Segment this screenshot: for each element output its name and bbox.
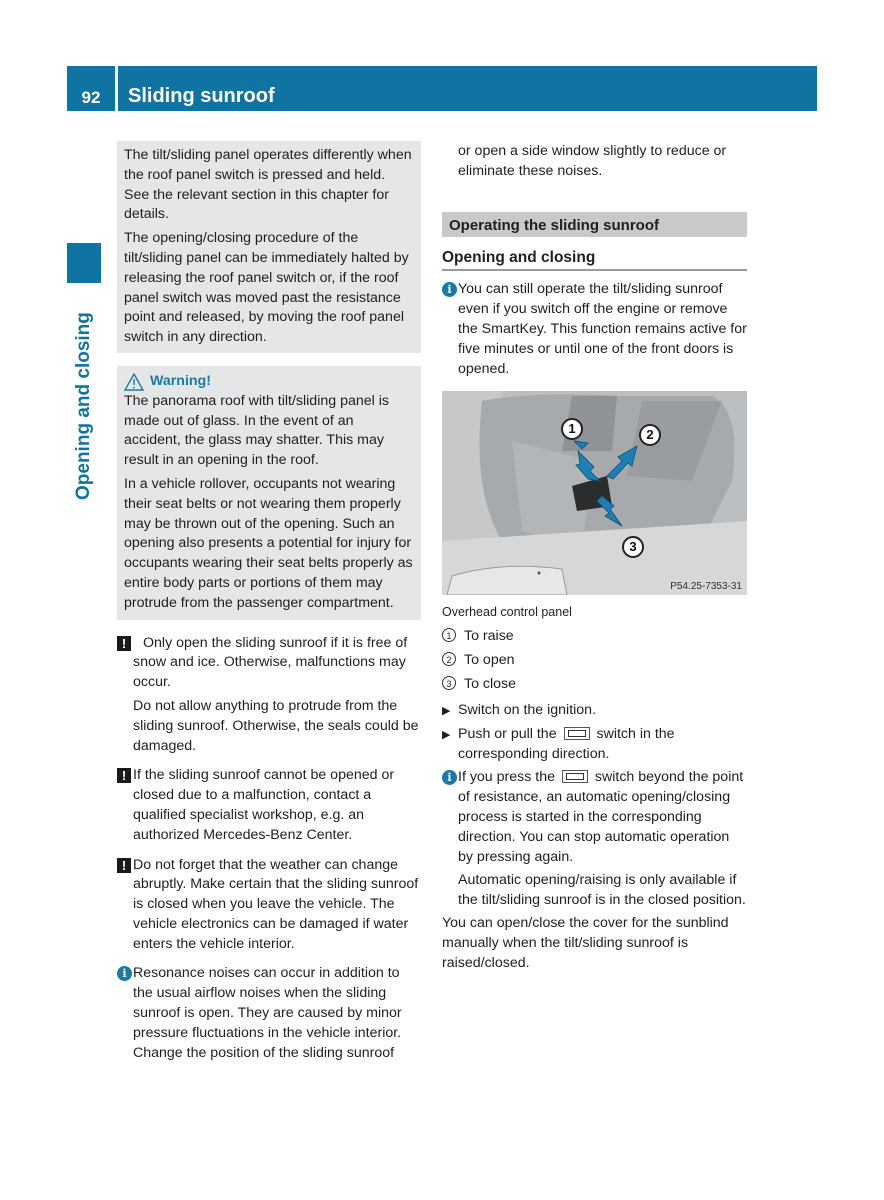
- note-paragraph: Do not allow anything to protrude from the sliding sunroof. Otherwise, the seals could be damaged.: [133, 697, 419, 754]
- closing-paragraph: You can open/close the cover for the sunblind manually when the tilt/sliding sunroof is raised/closed.: [442, 914, 729, 971]
- step-arrow-icon: ▶: [442, 728, 451, 741]
- note-paragraph: [458, 768, 747, 867]
- legend-number: 3: [442, 676, 456, 690]
- legend-text: To close: [464, 676, 517, 692]
- left-column: [117, 141, 421, 1063]
- page-number: 92: [67, 66, 115, 111]
- instruction-step: [442, 725, 747, 765]
- figure-caption: Overhead control panel: [442, 605, 572, 619]
- roof-switch-symbol-icon: [564, 727, 590, 740]
- legend-number: 2: [442, 652, 456, 666]
- section-heading: Operating the sliding sunroof: [442, 212, 747, 237]
- roof-switch-symbol-icon: [562, 770, 588, 783]
- note-paragraph: You can still operate the tilt/sliding sunroof even if you switch off the engine or remove the SmartKey. This function remains active for five minutes or until one of the front doors is opened.: [458, 281, 747, 377]
- info-icon: i: [442, 282, 457, 297]
- overhead-control-panel-figure: [442, 391, 747, 595]
- step-text: Switch on the ignition.: [458, 702, 597, 718]
- caution-note: [117, 766, 421, 845]
- legend-text: To open: [464, 652, 515, 668]
- warning-triangle-icon: [124, 373, 144, 391]
- legend: [442, 624, 747, 696]
- info-note: [442, 768, 747, 911]
- warning-heading: [124, 372, 414, 392]
- step-text-after: switch in the corresponding direction.: [458, 725, 675, 762]
- legend-item: [442, 648, 747, 672]
- legend-number: 1: [442, 628, 456, 642]
- note-paragraph: Resonance noises can occur in addition to the usual airflow noises when the sliding sunroof is open. They are caused by minor pressure fluctuations in the vehicle interior. Change the position of the sliding sunroof: [133, 965, 402, 1061]
- legend-item: [442, 624, 747, 648]
- step-text-before: Push or pull the: [458, 725, 557, 742]
- note-text-before: If you press the: [458, 769, 555, 786]
- warning-box: [117, 366, 421, 620]
- legend-item: [442, 672, 747, 696]
- caution-note: [117, 634, 421, 757]
- note-paragraph: Do not forget that the weather can change abruptly. Make certain that the sliding sunroof is closed when you leave the vehicle. The vehicle electronics can be damaged if water enters the vehicle interior.: [133, 856, 419, 952]
- instruction-step: [442, 701, 747, 721]
- warning-paragraph: The panorama roof with tilt/sliding panel is made out of glass. In the event of an accident, the glass may shatter. This may result in an opening in the roof.: [124, 392, 389, 469]
- figure-code: P54.25-7353-31: [670, 581, 742, 592]
- step-text: [458, 725, 747, 765]
- info-icon: i: [442, 770, 457, 785]
- subheading: Opening and closing: [442, 248, 747, 272]
- info-note: [442, 280, 747, 379]
- chapter-label: Opening and closing: [73, 312, 94, 500]
- chapter-tab-marker: [67, 243, 101, 283]
- info-box-paragraph: The opening/closing procedure of the tilt/sliding panel can be immediately halted by releasing the roof panel switch or, if the roof panel switch was moved past the resistance point and released, by moving the roof panel switch in any direction.: [124, 230, 409, 346]
- note-paragraph: Automatic opening/raising is only available if the tilt/sliding sunroof is in the closed position.: [458, 872, 746, 909]
- callout-2: 2: [639, 424, 661, 446]
- note-paragraph: Only open the sliding sunroof if it is free of snow and ice. Otherwise, malfunctions may occur.: [133, 634, 408, 691]
- control-panel-illustration: [442, 391, 747, 595]
- caution-note: [117, 856, 421, 955]
- exclamation-icon: !: [117, 636, 131, 651]
- right-column: [442, 142, 747, 379]
- info-icon: i: [117, 966, 132, 981]
- warning-paragraph: In a vehicle rollover, occupants not wearing their seat belts or not wearing them properly may be thrown out of the opening. Such an opening also presents a potential for injury for occupants wearing their seat belts properly as entire body parts or portions of them may protrude from the passenger compartment.: [124, 475, 413, 611]
- step-arrow-icon: ▶: [442, 705, 451, 717]
- legend-text: To raise: [464, 628, 514, 644]
- note-paragraph: If the sliding sunroof cannot be opened or closed due to a malfunction, contact a qualified specialist workshop, e.g. an authorized Mercedes-Benz Center.: [133, 767, 395, 843]
- exclamation-icon: !: [117, 768, 131, 783]
- exclamation-icon: !: [117, 858, 131, 873]
- note-text-after: switch beyond the point of resistance, an automatic opening/closing process is started in the corresponding direction. You can stop automatic operation by pressing again.: [458, 769, 744, 865]
- warning-title: Warning!: [150, 372, 211, 389]
- callout-1: 1: [561, 418, 583, 440]
- info-box-paragraph: The tilt/sliding panel operates differently when the roof panel switch is pressed and held. See the relevant section in this chapter for details.: [124, 147, 412, 223]
- continuation-paragraph: or open a side window slightly to reduce or eliminate these noises.: [458, 143, 727, 179]
- info-box: [117, 141, 421, 353]
- callout-3: 3: [622, 536, 644, 558]
- page-title: Sliding sunroof: [118, 66, 817, 111]
- right-column-lower: [442, 603, 747, 973]
- info-note: [117, 964, 421, 1063]
